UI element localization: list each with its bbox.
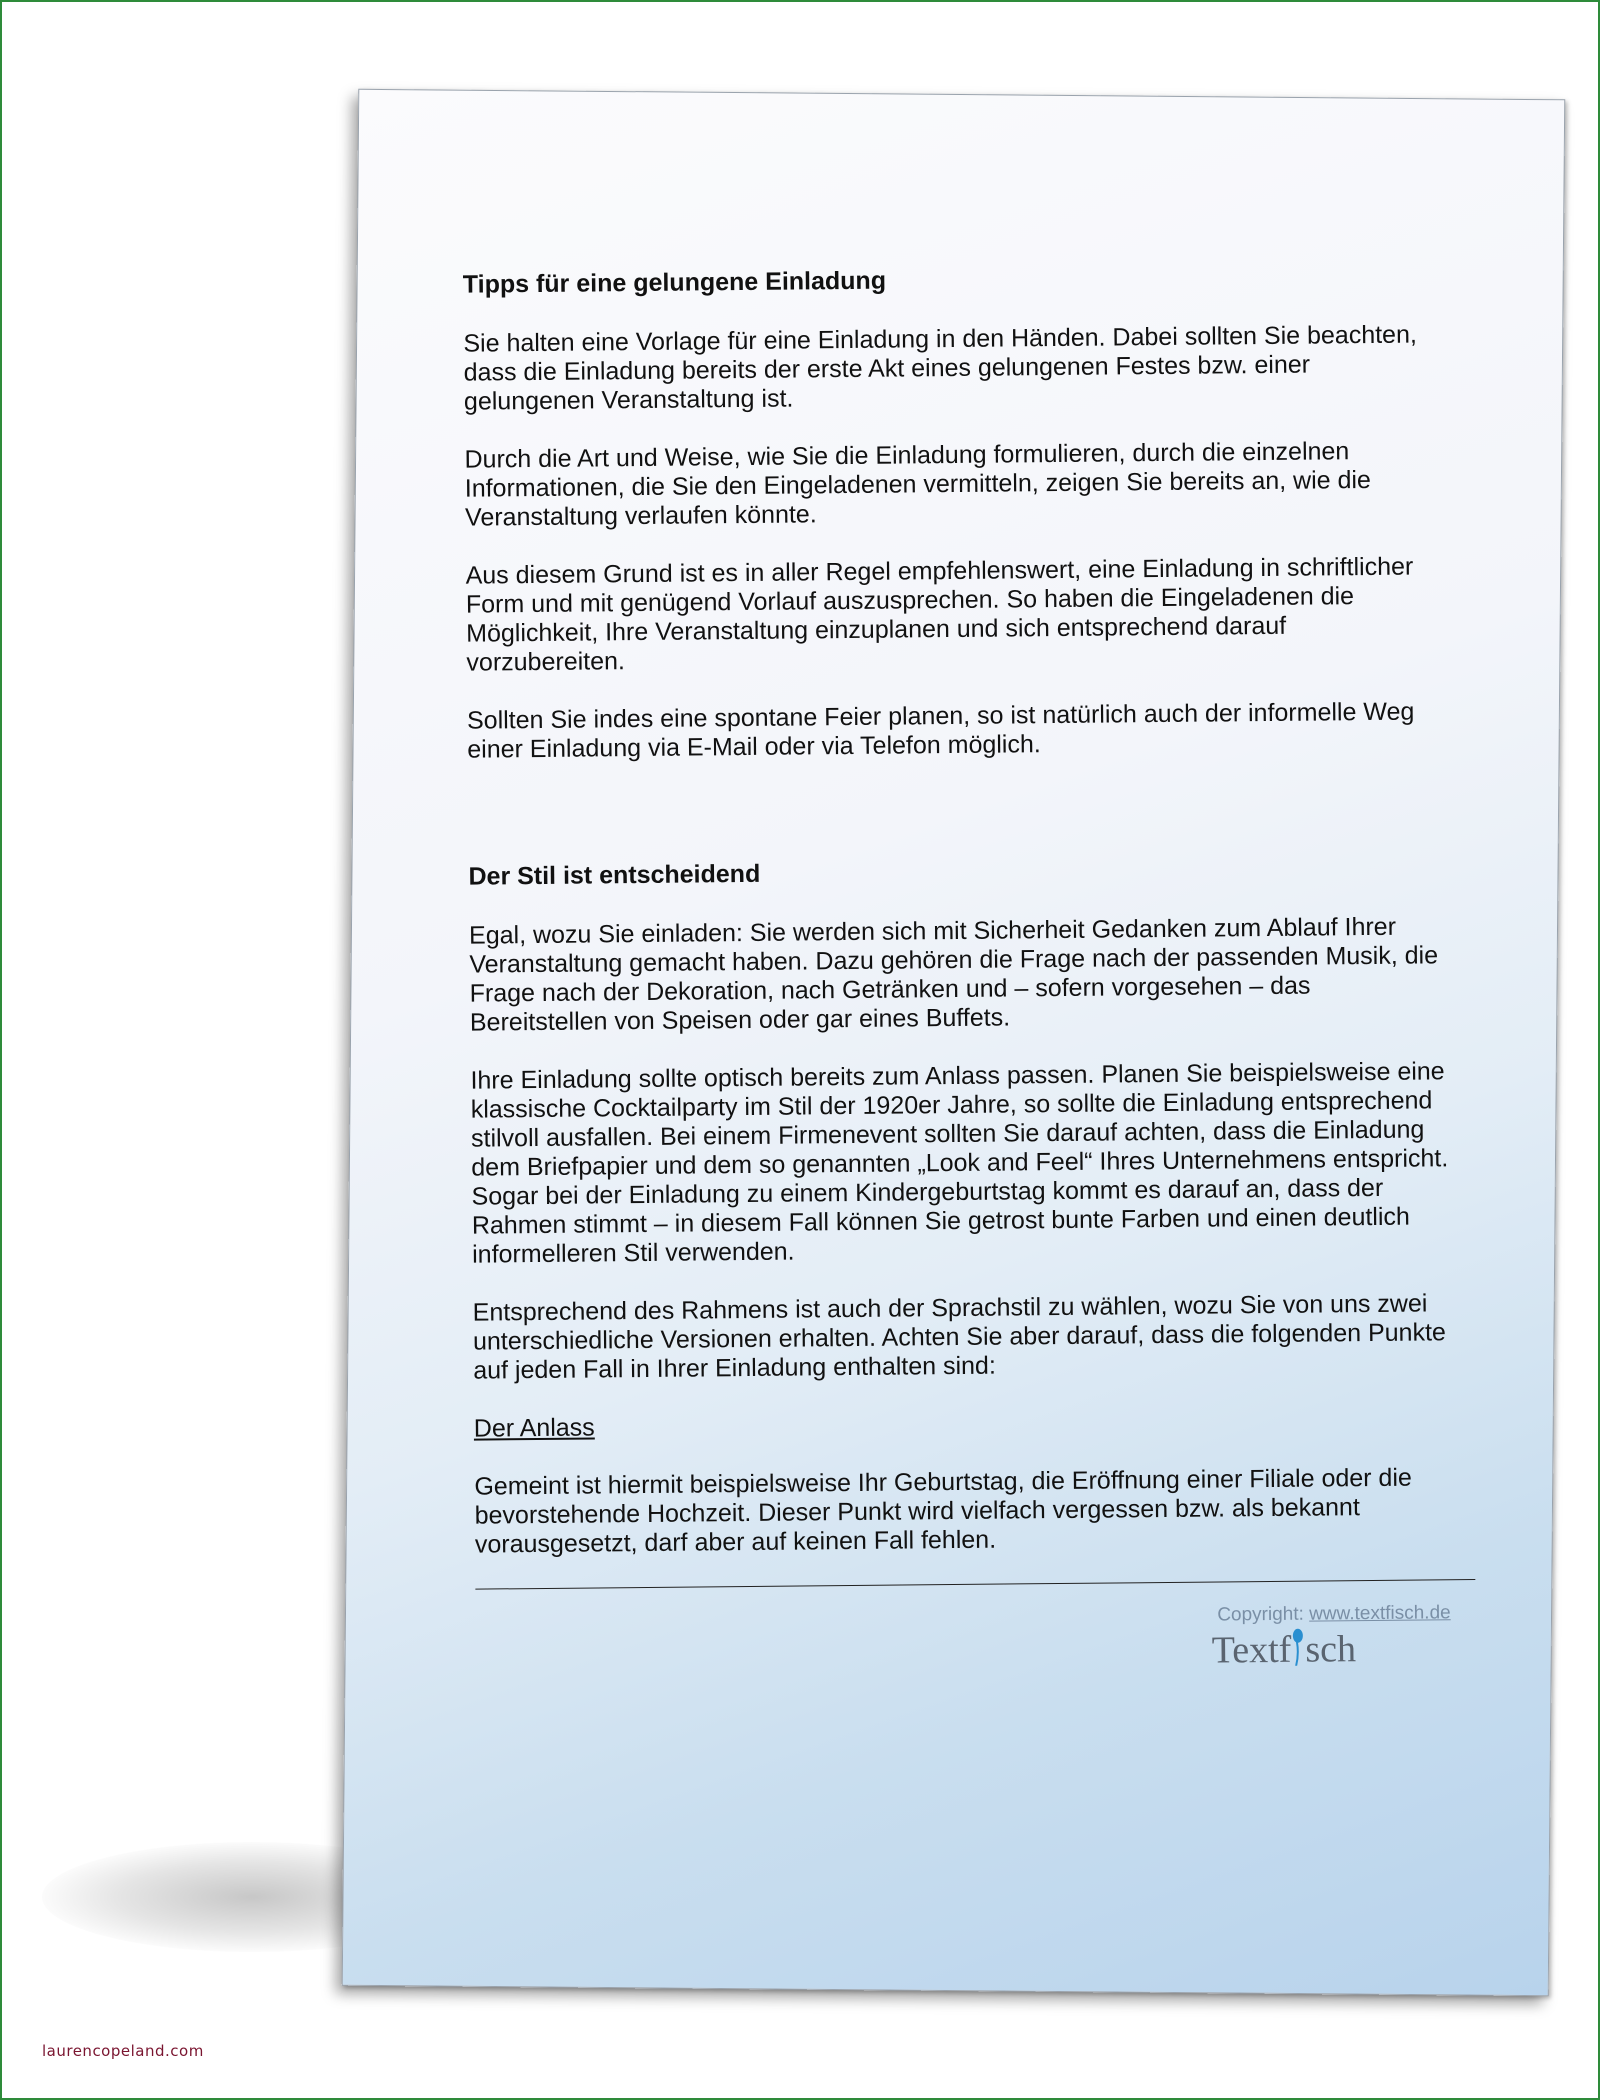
footer-divider [475, 1579, 1475, 1590]
paragraph: Egal, wozu Sie einladen: Sie werden sich mit Sicherheit Gedanken zum Ablauf Ihrer Veranstaltung gemacht haben. Dazu gehören die Frage nach der passenden Musik, die Frage nach der Dekoration, nach Getränken und – sofern vorgesehen – das Bereitstellen von Speisen oder gar eines Buffets. [468, 912, 1439, 1037]
subheading-occasion: Der Anlass [473, 1413, 595, 1443]
paragraph: Ihre Einladung sollte optisch bereits zum Anlass passen. Planen Sie beispielsweise eine klassische Cocktailparty im Stil der 1920er Jahre, so sollte die Einladung entsprechend stilvoll ausfallen. Bei einem Firmenevent sollten Sie darauf achten, dass die Einladung dem Briefpapier und dem so genannten „Look and Feel“ Ihres Unternehmens entspricht. Sogar bei der Einladung zu einem Kindergeburtstag kommt es darauf an, dass der Rahmen stimmt – in diesem Fall können Sie getrost bunte Farben und einen deutlich informelleren Stil verwenden. [470, 1057, 1449, 1269]
textfisch-logo [476, 1626, 1456, 1685]
paragraph: Entsprechend des Rahmens ist auch der Sprachstil zu wählen, wozu Sie von uns zwei unterschiedliche Versionen erhalten. Achten Sie aber darauf, dass die folgenden Punkte auf jeden Fall in Ihrer Einladung enthalten sind: [472, 1289, 1446, 1385]
logo-text-end: sch [1305, 1628, 1357, 1671]
fish-icon [1291, 1628, 1305, 1678]
document-content [463, 261, 1457, 1685]
document-page [342, 89, 1566, 1996]
section-heading-tips: Tipps für eine gelungene Einladung [462, 266, 887, 299]
copyright-link[interactable]: www.textfisch.de [1309, 1602, 1451, 1625]
section-heading-style: Der Stil ist entscheidend [468, 859, 761, 891]
paragraph: Sollten Sie indes eine spontane Feier planen, so ist natürlich auch der informelle Weg einer Einladung via E-Mail oder via Telefon möglich. [466, 697, 1415, 764]
paragraph: Aus diesem Grund ist es in aller Regel empfehlenswert, eine Einladung in schriftlicher Form und mit genügend Vorlauf auszusprechen. So haben die Eingeladenen die Möglichkeit, Ihre Veranstaltung einzuplanen und sich entsprechend darauf vorzubereiten. [465, 552, 1414, 677]
paragraph: Durch die Art und Weise, wie Sie die Einladung formulieren, durch die einzelnen Informationen, die Sie den Eingeladenen vermitteln, zeigen Sie bereits an, wie die Veranstaltung verlaufen könnte. [464, 437, 1372, 532]
paragraph: Gemeint ist hiermit beispielsweise Ihr Geburtstag, die Eröffnung einer Filiale oder die bevorstehende Hochzeit. Dieser Punkt wird vielfach vergessen bzw. als bekannt vorausgesetzt, darf aber auf keinen Fall fehlen. [474, 1463, 1412, 1559]
copyright-label: Copyright: [1217, 1603, 1304, 1626]
paragraph: Sie halten eine Vorlage für eine Einladung in den Händen. Dabei sollten Sie beachten, dass die Einladung bereits der erste Akt eines gelungenen Festes bzw. einer gelungenen Veranstaltung ist. [463, 320, 1417, 416]
watermark-text: laurencopeland.com [42, 2042, 204, 2060]
logo-text-start: Textf [1211, 1628, 1292, 1672]
